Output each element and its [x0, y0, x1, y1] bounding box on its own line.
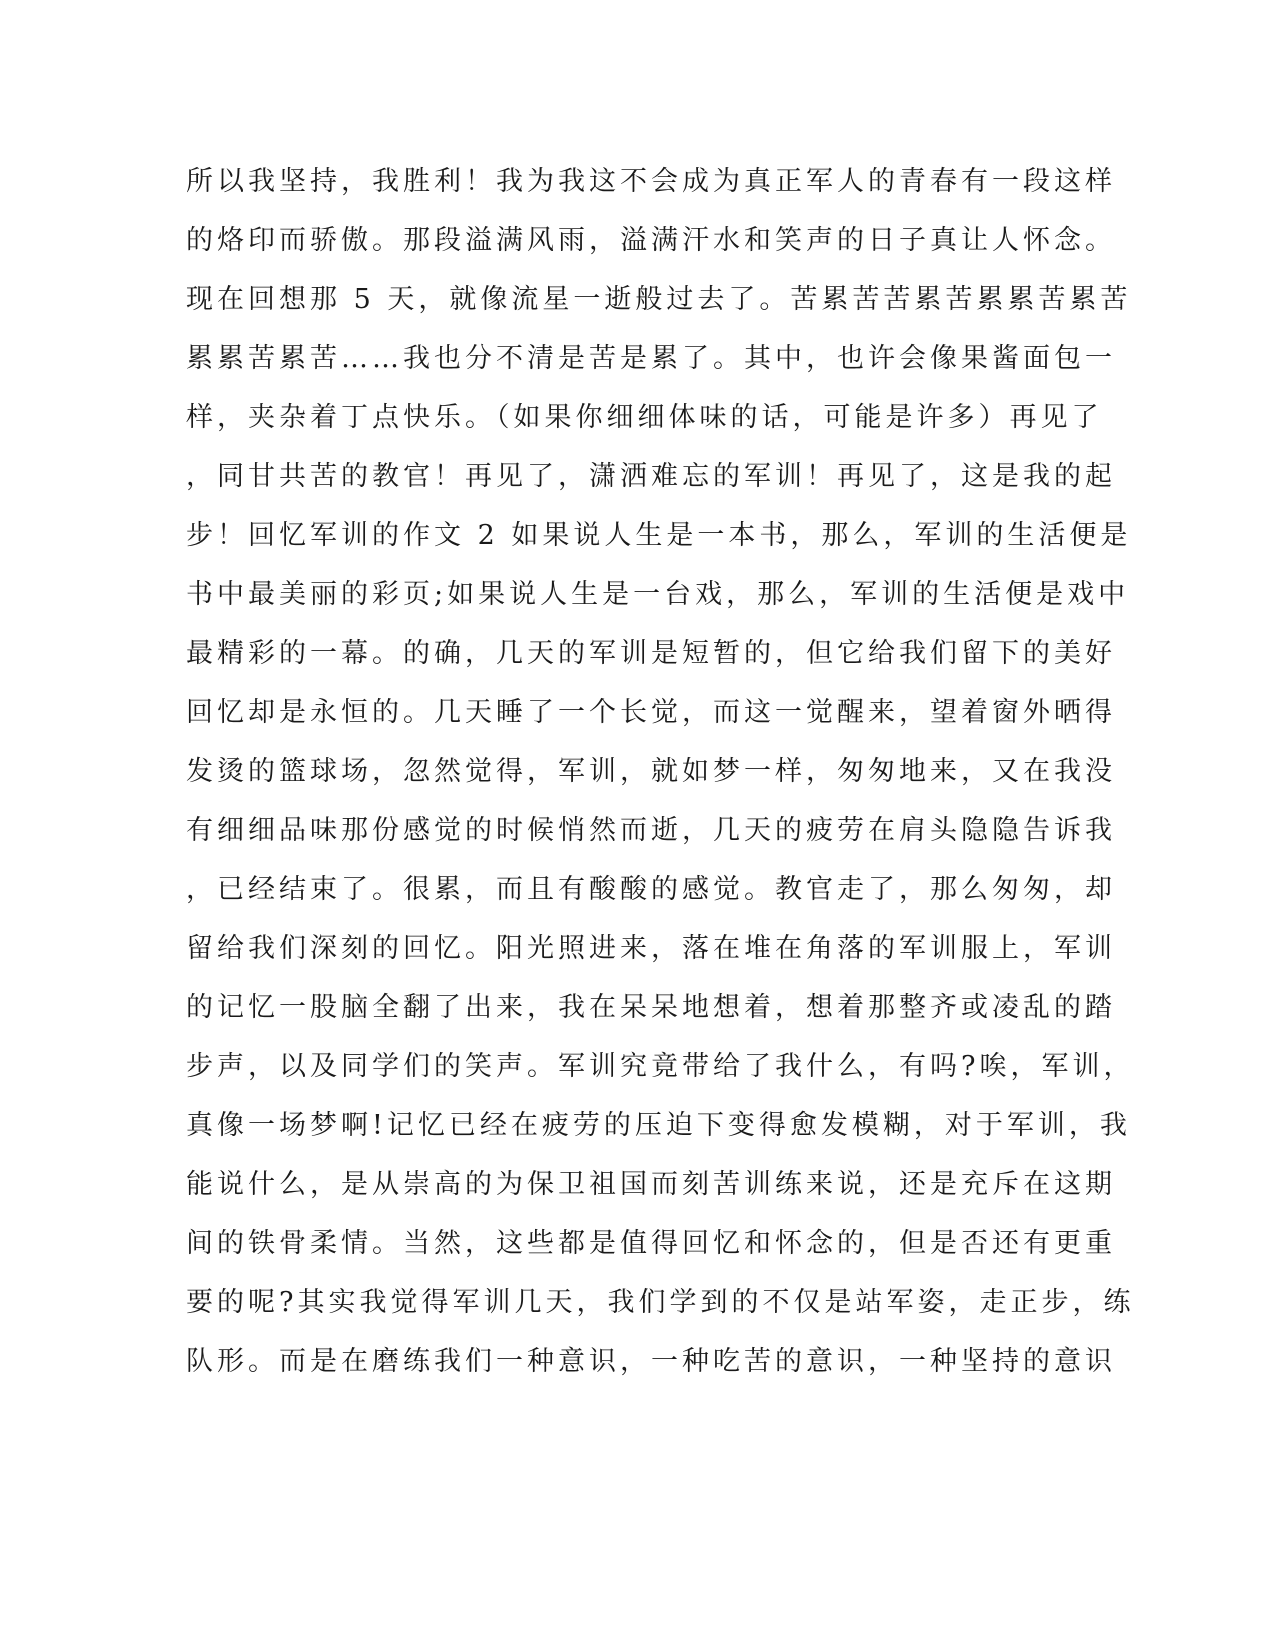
text-line: 书中最美丽的彩页;如果说人生是一台戏，那么，军训的生活便是戏中 [186, 579, 1130, 610]
text-line: 能说什么，是从崇高的为保卫祖国而刻苦训练来说，还是充斥在这期 [186, 1169, 1116, 1200]
text-line: ，已经结束了。很累，而且有酸酸的感觉。教官走了，那么匆匆，却 [186, 874, 1116, 905]
text-line: ，同甘共苦的教官！再见了，潇洒难忘的军训！再见了，这是我的起 [186, 461, 1116, 492]
text-line: 的烙印而骄傲。那段溢满风雨，溢满汗水和笑声的日子真让人怀念。 [186, 225, 1116, 256]
text-line: 有细细品味那份感觉的时候悄然而逝，几天的疲劳在肩头隐隐告诉我 [186, 815, 1116, 846]
text-line: 最精彩的一幕。的确，几天的军训是短暂的，但它给我们留下的美好 [186, 638, 1116, 669]
text-line: 累累苦累苦……我也分不清是苦是累了。其中，也许会像果酱面包一 [186, 343, 1116, 374]
text-line: 队形。而是在磨练我们一种意识，一种吃苦的意识，一种坚持的意识 [186, 1346, 1116, 1377]
text-line: 回忆却是永恒的。几天睡了一个长觉，而这一觉醒来，望着窗外晒得 [186, 697, 1116, 728]
text-line: 发烫的篮球场，忽然觉得，军训，就如梦一样，匆匆地来，又在我没 [186, 756, 1116, 787]
text-line: 留给我们深刻的回忆。阳光照进来，落在堆在角落的军训服上，军训 [186, 933, 1116, 964]
text-line: 要的呢?其实我觉得军训几天，我们学到的不仅是站军姿，走正步，练 [186, 1287, 1135, 1318]
text-line: 所以我坚持，我胜利！我为我这不会成为真正军人的青春有一段这样 [186, 166, 1116, 197]
text-line: 步！回忆军训的作文 2 如果说人生是一本书，那么，军训的生活便是 [186, 520, 1132, 551]
text-line: 间的铁骨柔情。当然，这些都是值得回忆和怀念的，但是否还有更重 [186, 1228, 1116, 1259]
body-text [186, 160, 1135, 1399]
text-line: 真像一场梦啊!记忆已经在疲劳的压迫下变得愈发模糊，对于军训，我 [186, 1110, 1131, 1141]
text-line: 样，夹杂着丁点快乐。（如果你细细体味的话，可能是许多）再见了 [186, 402, 1103, 433]
text-line: 现在回想那 5 天，就像流星一逝般过去了。苦累苦苦累苦累累苦累苦 [186, 284, 1132, 315]
text-line: 步声，以及同学们的笑声。军训究竟带给了我什么，有吗?唉，军训， [186, 1051, 1135, 1082]
text-line: 的记忆一股脑全翻了出来，我在呆呆地想着，想着那整齐或凌乱的踏 [186, 992, 1116, 1023]
